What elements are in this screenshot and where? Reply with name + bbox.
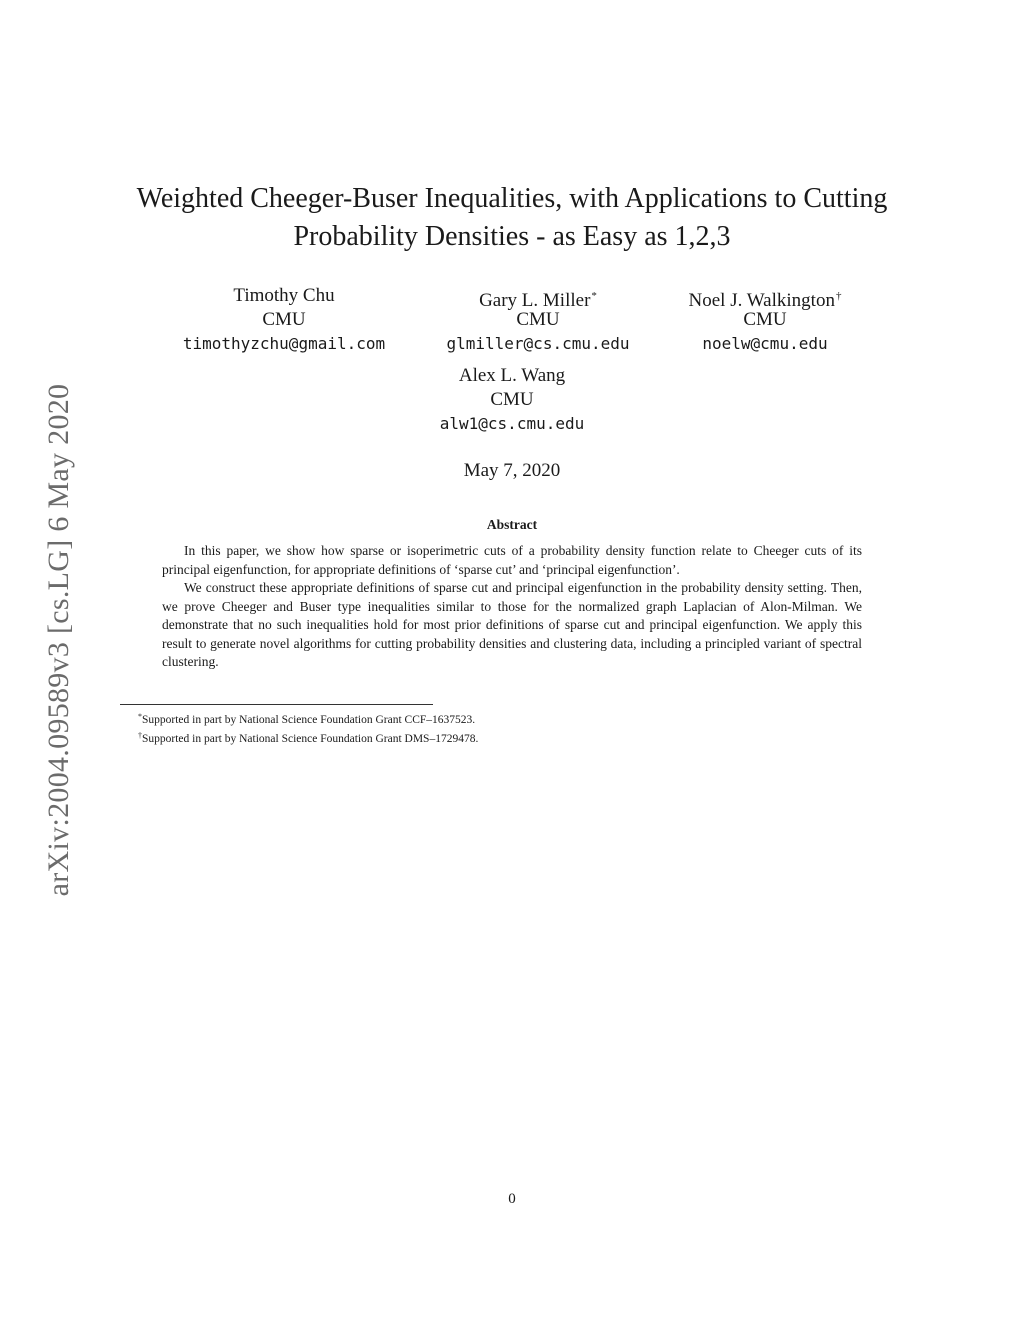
abstract-paragraph-1: In this paper, we show how sparse or isoperimetric cuts of a probability density function relate to Cheeger cuts of its principal eigenfunction, for appropriate definitions of ‘sparse cut’ and ‘principal eigenfunction’.: [162, 543, 862, 577]
page-number: 0: [508, 1191, 516, 1207]
paper-title: [100, 180, 924, 256]
footnote-divider: [120, 704, 433, 705]
footnote-text: Supported in part by National Science Foundation Grant CCF–1637523.: [142, 714, 476, 726]
footnote-mark: *: [138, 712, 142, 721]
footnote-text: Supported in part by National Science Foundation Grant DMS–1729478.: [142, 733, 479, 745]
author-block-chu: [144, 284, 424, 356]
author-name: Timothy Chu: [233, 285, 335, 306]
author-name: Gary L. Miller: [479, 290, 591, 311]
footnote-mark: †: [835, 290, 842, 302]
footnote-2: [138, 728, 838, 747]
footnote-1: [138, 709, 838, 728]
abstract-body: [162, 542, 862, 672]
author-block-walkington: [625, 284, 905, 356]
author-email: alw1@cs.cmu.edu: [439, 414, 585, 433]
author-affiliation: CMU: [262, 309, 306, 330]
title-line-2: Probability Densities - as Easy as 1,2,3: [293, 221, 731, 252]
abstract-heading: Abstract: [486, 517, 538, 532]
arxiv-identifier-stamp: arXiv:2004.09589v3 [cs.LG] 6 May 2020: [42, 383, 75, 897]
author-name: Noel J. Walkington: [688, 290, 835, 311]
author-email: glmiller@cs.cmu.edu: [446, 334, 630, 353]
author-affiliation: CMU: [743, 309, 787, 330]
footnote-mark: †: [138, 731, 142, 740]
author-email: timothyzchu@gmail.com: [182, 334, 386, 353]
author-block-wang: [372, 364, 652, 436]
author-email: noelw@cmu.edu: [702, 334, 828, 353]
footnote-mark: *: [591, 290, 597, 302]
author-name: Alex L. Wang: [458, 365, 566, 386]
title-line-1: Weighted Cheeger-Buser Inequalities, with Applications to Cutting: [136, 183, 888, 214]
abstract-paragraph-2: We construct these appropriate definitions of sparse cut and principal eigenfunction in the probability density setting. Then, we prove Cheeger and Buser type inequalities similar to those for the normalized graph Laplacian of Alon-Milman. We demonstrate that no such inequalities hold for most prior definitions of sparse cut and principal eigenfunction. We apply this result to generate novel algorithms for cutting probability densities and clustering data, including a principled variant of spectral clustering.: [162, 580, 862, 669]
footnotes: [138, 709, 838, 747]
author-affiliation: CMU: [490, 389, 534, 410]
publication-date: May 7, 2020: [463, 460, 561, 481]
author-affiliation: CMU: [516, 309, 560, 330]
